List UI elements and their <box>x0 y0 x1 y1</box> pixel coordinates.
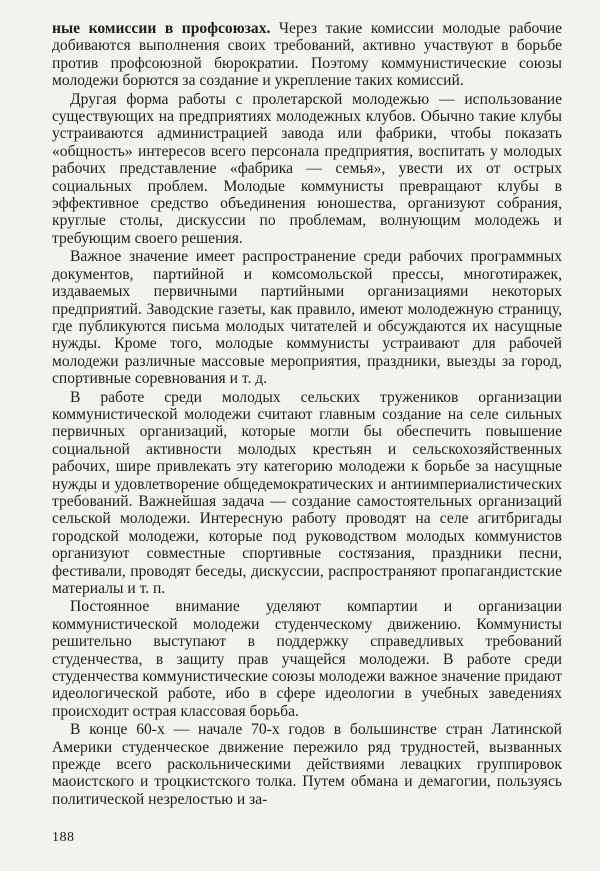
paragraph-1-text: Через такие комиссии молодые рабочие добиваются выполнения своих требований, активно участвуют в борьбе против профсоюзной бюрократии. Поэтому коммунистические союзы молодежи борются за создание и укрепление таких комиссий. <box>52 20 563 90</box>
paragraph-4: В работе среди молодых сельских тружеников организации коммунистической молодежи считают главным создание на селе сильных первичных организаций, которые могли бы обеспечить повышение социальной активности молодых крестьян и сельскохозяйственных рабочих, шире привлекать эту категорию молодежи к борьбе за насущные нужды и удовлетворение общедемократических и антиимпериалистических требований. Важнейшая задача — создание самостоятельных организаций сельской молодежи. Интересную работу проводят на селе агитбригады городской молодежи, которые под руководством молодых коммунистов организуют совместные спортивные состязания, праздники песни, фестивали, проводят беседы, дискуссии, распространяют пропагандистские материалы и т. п. <box>52 388 562 597</box>
page-number: 188 <box>52 830 75 845</box>
paragraph-1 <box>52 20 562 90</box>
paragraph-5: Постоянное внимание уделяют компартии и организации коммунистической молодежи студенческому движению. Коммунисты решительно выступают в поддержку справедливых требований студенчества, в защиту прав учащейся молодежи. В работе среди студенчества коммунистические союзы молодежи важное значение придают идеологической работе, ибо в сфере идеологии в учебных заведениях происходит острая классовая борьба. <box>52 598 562 720</box>
paragraph-3: Важное значение имеет распространение среди рабочих программных документов, партийной и комсомольской прессы, многотиражек, издаваемых первичными партийными организациями некоторых предприятий. Заводские газеты, как правило, имеют молодежную страницу, где публикуются письма молодых читателей и обсуждаются их насущные нужды. Кроме того, молодые коммунисты устраивают для рабочей молодежи различные массовые мероприятия, праздники, выезды за город, спортивные соревнования и т. д. <box>52 248 562 388</box>
page-body <box>52 20 562 809</box>
paragraph-2: Другая форма работы с пролетарской молодежью — использование существующих на предприятиях молодежных клубов. Обычно такие клубы устраиваются администрацией завода или фабрики, чтобы показать «общность» интересов всего персонала предприятия, воспитать у молодых рабочих представление «фабрика — семья», увести их от острых социальных проблем. Молодые коммунисты превращают клубы в эффективное средство объединения юношества, организуют собрания, круглые столы, дискуссии по проблемам, волнующим молодежь и требующим своего решения. <box>52 90 562 247</box>
paragraph-6: В конце 60-х — начале 70-х годов в большинстве стран Латинской Америки студенческое движение пережило ряд трудностей, вызванных прежде всего раскольническими действиями левацких группировок маоистского и троцкистского толка. Путем обмана и демагогии, пользуясь политической незрелостью и за- <box>52 721 562 808</box>
paragraph-1-lead: ные комиссии в профсоюзах. <box>52 20 271 37</box>
